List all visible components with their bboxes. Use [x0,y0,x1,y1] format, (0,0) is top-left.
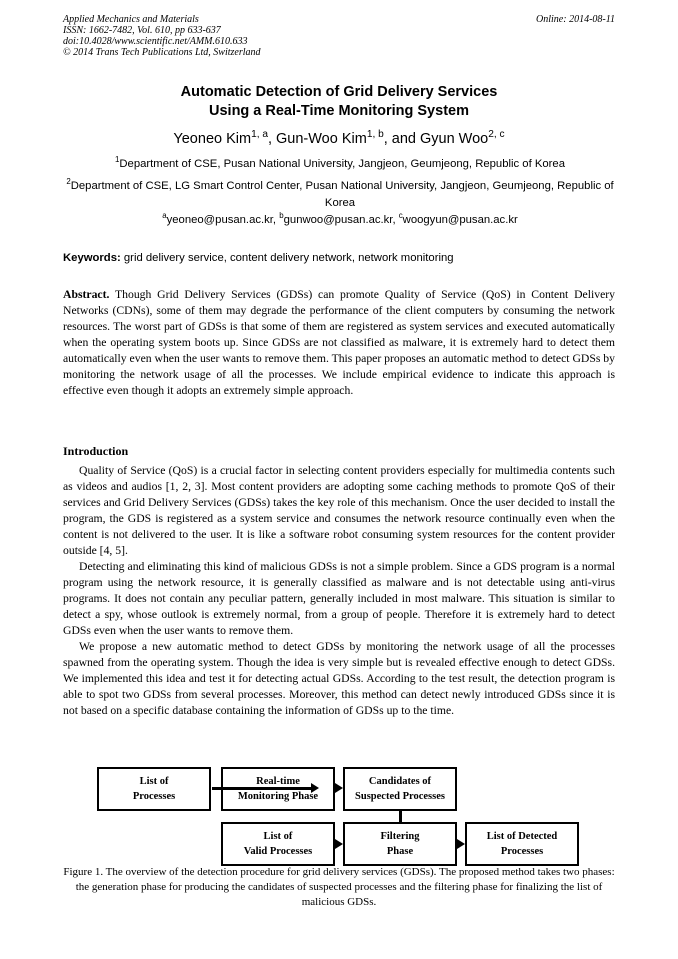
box-label: Valid Processes [243,846,313,857]
author-name: , and Gyun Woo [383,131,489,147]
affiliation-text: Department of CSE, LG Smart Control Center, Pusan National University, Jangjeon, Geumjeong, Republic of Korea [70,180,614,209]
online-date: Online: 2014-08-11 [536,14,615,25]
keywords-label: Keywords: [63,252,121,264]
journal-name: Applied Mechanics and Materials [63,14,199,25]
keywords-text: grid delivery service, content delivery network, network monitoring [120,252,454,264]
abstract-label: Abstract. [63,288,110,301]
abstract-text: Though Grid Delivery Services (GDSs) can promote Quality of Service (QoS) in Content Delivery Networks (CDNs), some of them may degrade the performance of the client computers by consuming the network resources. The worst part of GDSs is that some of them are registered as system services and executed automatically when the operating system boots up. Since GDSs are not classified as malware, it is extremely hard to detect them automatically even when the user wants to remove them. This paper proposes an automatic method to detect GDSs by monitoring the network usage of all the processes. We include empirical evidence to indicate this approach is effective even though it adopts an extremely simple approach. [63,288,615,397]
figure-caption: Figure 1. The overview of the detection procedure for grid delivery services (GDSs). The proposed method takes two phases: the generation phase for producing the candidates of suspected processes and the filtering phase for finalizing the list of malicious GDSs. [63,866,615,908]
box-realtime-monitoring [221,767,335,811]
doi-line: doi:10.4028/www.scientific.net/AMM.610.633 [63,36,248,47]
email-text: woogyun@pusan.ac.kr [402,214,518,226]
section-heading-introduction: Introduction [63,444,129,458]
email-text: gunwoo@pusan.ac.kr, [283,214,399,226]
box-label: Monitoring Phase [237,791,319,802]
email-sup: c [398,211,403,221]
box-label: List of [263,831,293,842]
box-label: List of [139,776,169,787]
figure-1-diagram [97,767,581,865]
author-name: Yeoneo Kim [173,131,252,147]
affiliation-text: Department of CSE, Pusan National University, Jangjeon, Geumjeong, Republic of Korea [119,158,566,170]
author-name: , Gun-Woo Kim [267,131,367,147]
journal-header [63,14,615,58]
author-list [40,130,638,148]
box-label: List of Detected [486,831,558,842]
issn-line: ISSN: 1662-7482, Vol. 610, pp 633-637 [63,25,221,36]
email-text: yeoneo@pusan.ac.kr, [166,214,280,226]
box-filtering-phase [343,822,457,866]
box-list-of-processes [97,767,211,811]
abstract [63,287,615,399]
box-suspected-candidates [343,767,457,811]
author-emails [60,212,620,229]
box-label: Suspected Processes [355,791,445,802]
affiliation-2 [60,178,620,212]
paper-title [40,83,638,121]
paragraph: Quality of Service (QoS) is a crucial factor in selecting content providers especially for multimedia contents such as videos and audios [1, 2, 3]. Most content providers are adopting some caching methods to promote QoS of their services and Grid Delivery Services (GDSs) takes the key role of this mechanism. Once the user decided to install the program, the GDS is registered as a system service and consumes the network resource continually even when the content is not delivered to the user. It is like a software robot consuming system resources for the content provider outside [4, 5]. [63,464,615,557]
email-sup: a [162,211,167,221]
affiliation-1 [60,156,620,173]
copyright-line: © 2014 Trans Tech Publications Ltd, Switzerland [63,47,261,58]
box-detected-processes [465,822,579,866]
affiliation-sup: 2 [66,177,71,187]
paragraph: We propose a new automatic method to detect GDSs by monitoring the network usage of all the processes spawned from the operating system. Though the idea is very simple but is revealed effective enough to detect GDSs. We implemented this idea and test it for detecting actual GDSs. According to the test result, the detection program is able to spot two GDSs from several processes. Moreover, this method can detect newly introduced GDSs since it is not based on a specific database containing the information of GDSs up to the time. [63,640,615,717]
introduction-body [63,463,615,719]
title-line-2: Using a Real-Time Monitoring System [209,103,469,119]
author-sup: 1, a [251,129,268,141]
author-sup: 1, b [366,129,384,141]
affiliation-sup: 1 [114,155,120,165]
box-label: Candidates of [368,776,432,787]
keywords [63,250,615,266]
box-label: Filtering [380,831,420,842]
box-label: Processes [500,846,544,857]
box-label: Real-time [256,776,300,787]
author-sup: 2, c [488,129,505,141]
paragraph: Detecting and eliminating this kind of malicious GDSs is not a simple problem. Since a GDS program is a normal program using the network resource, it is generally classified as malware and is not detectable using anti-virus programs. It does not contain any peculiar pattern, generally included in most malware. This situation is similar to detect a spy, whose outlook is extremely normal, from a group of people. Therefore it is extremely hard to detect GDSs even when the user wants to remove them. [63,560,615,637]
email-sup: b [279,211,284,221]
title-line-1: Automatic Detection of Grid Delivery Services [180,84,498,100]
box-label: Phase [386,846,414,857]
connector-line [399,811,402,822]
box-valid-processes [221,822,335,866]
box-label: Processes [132,791,176,802]
